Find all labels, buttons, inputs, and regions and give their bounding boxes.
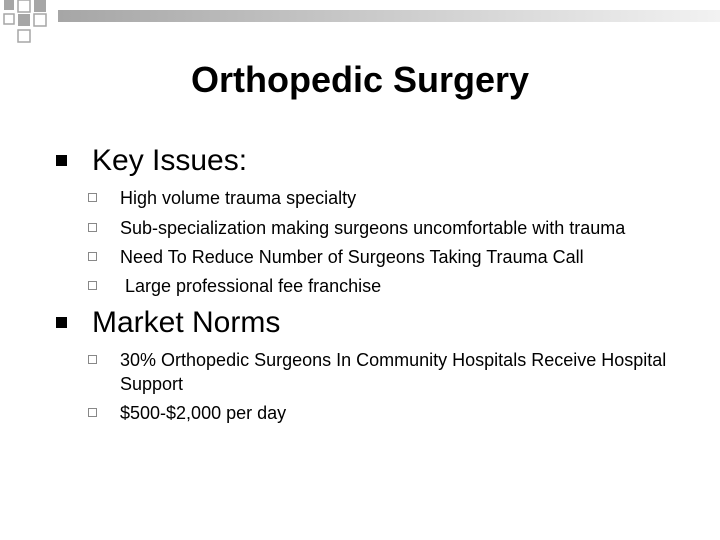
hollow-square-bullet-icon [88,355,97,364]
deco-square [34,14,46,26]
deco-square [18,30,30,42]
list-item-text: Sub-specialization making surgeons uncomfortable with trauma [120,218,626,238]
hollow-square-bullet-icon [88,252,97,261]
list-item-text: High volume trauma specialty [120,188,357,208]
deco-square [4,14,14,24]
list-item-text: Large professional fee franchise [120,276,382,296]
list-item-text: $500-$2,000 per day [120,403,287,423]
hollow-square-bullet-icon [88,281,97,290]
section-heading: Key Issues: [92,144,248,177]
deco-square [34,0,46,12]
deco-square [18,14,30,26]
deco-square [4,0,14,10]
list-item-text: 30% Orthopedic Surgeons In Community Hospitals Receive Hospital Support [120,350,667,394]
slide-title: Orthopedic Surgery [190,59,530,100]
header-decoration [0,0,720,50]
hollow-square-bullet-icon [88,193,97,202]
hollow-square-bullet-icon [88,223,97,232]
section-heading: Market Norms [92,306,281,339]
list-item-text: Need To Reduce Number of Surgeons Taking Trauma Call [120,247,584,267]
gradient-band [58,10,720,22]
deco-square [18,0,30,12]
square-bullet-icon [56,317,67,328]
square-bullet-icon [56,155,67,166]
hollow-square-bullet-icon [88,408,97,417]
